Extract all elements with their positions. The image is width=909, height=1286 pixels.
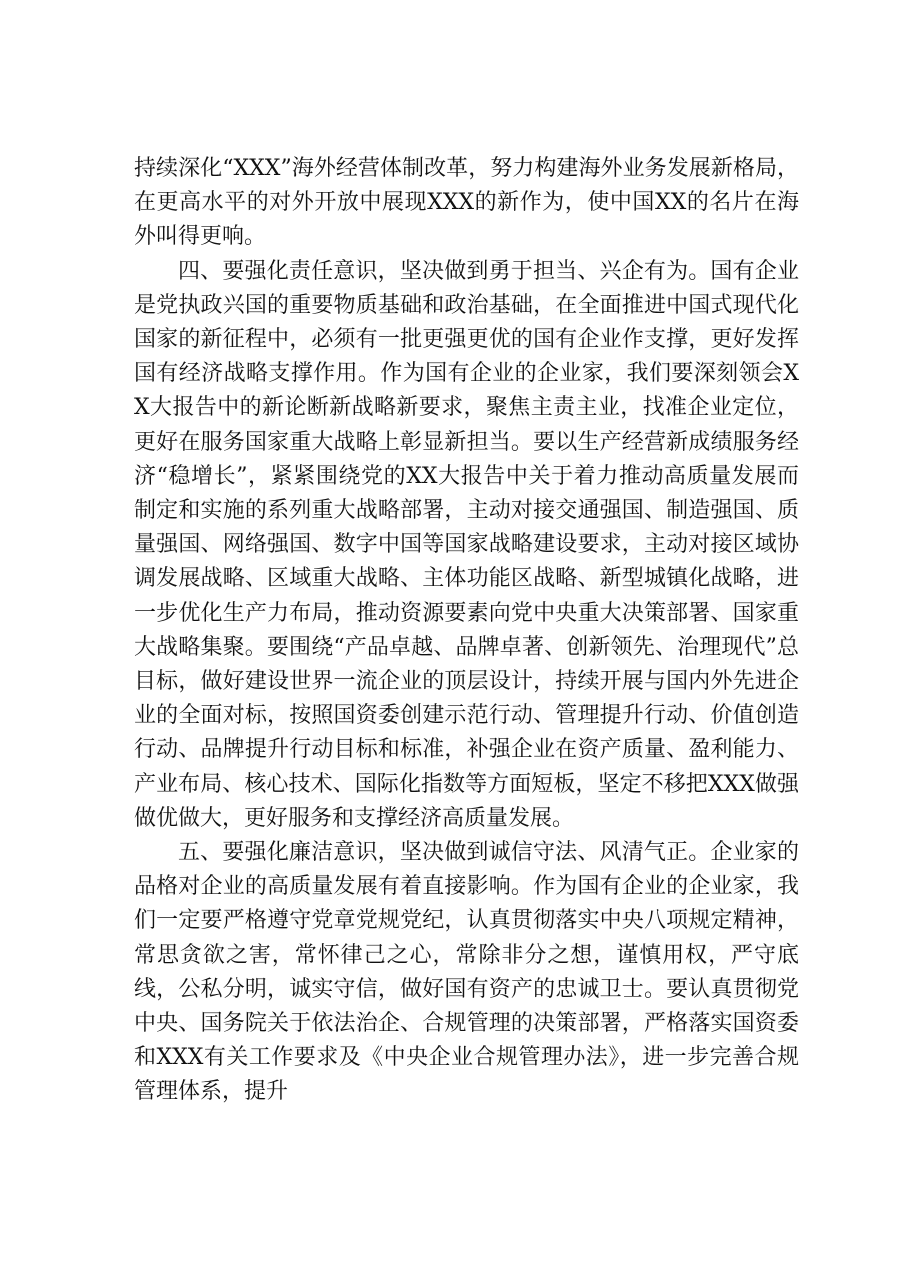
document-body bbox=[134, 152, 799, 1110]
paragraph-section-four: 四、要强化责任意识，坚决做到勇于担当、兴企有为。国有企业是党执政兴国的重要物质基础和政治基础，在全面推进中国式现代化国家的新征程中，必须有一批更强更优的国有企业作支撑，更好发挥国有经济战略支撑作用。作为国有企业的企业家，我们要深刻领会XX大报告中的新论断新战略新要求，聚焦主责主业，找准企业定位，更好在服务国家重大战略上彰显新担当。要以生产经营新成绩服务经济“稳增长”，紧紧围绕党的XX大报告中关于着力推动高质量发展而制定和实施的系列重大战略部署，主动对接交通强国、制造强国、质量强国、网络强国、数字中国等国家战略建设要求，主动对接区域协调发展战略、区域重大战略、主体功能区战略、新型城镇化战略，进一步优化生产力布局，推动资源要素向党中央重大决策部署、国家重大战略集聚。要围绕“产品卓越、品牌卓著、创新领先、治理现代”总目标，做好建设世界一流企业的顶层设计，持续开展与国内外先进企业的全面对标，按照国资委创建示范行动、管理提升行动、价值创造行动、品牌提升行动目标和标准，补强企业在资产质量、盈利能力、产业布局、核心技术、国际化指数等方面短板，坚定不移把XXX做强做优做大，更好服务和支撑经济高质量发展。 bbox=[134, 258, 799, 831]
paragraph-section-five: 五、要强化廉洁意识，坚决做到诚信守法、风清气正。企业家的品格对企业的高质量发展有着直接影响。作为国有企业的企业家，我们一定要严格遵守党章党规党纪，认真贯彻落实中央八项规定精神，常思贪欲之害，常怀律己之心，常除非分之想，谨慎用权，严守底线，公私分明，诚实守信，做好国有资产的忠诚卫士。要认真贯彻党中央、国务院关于依法治企、合规管理的决策部署，严格落实国资委和XXX有关工作要求及《中央企业合规管理办法》，进一步完善合规管理体系，提升 bbox=[134, 840, 799, 1105]
paragraph-continuation: 持续深化“XXX”海外经营体制改革，努力构建海外业务发展新格局，在更高水平的对外开放中展现XXX的新作为，使中国XX的名片在海外叫得更响。 bbox=[134, 156, 800, 250]
